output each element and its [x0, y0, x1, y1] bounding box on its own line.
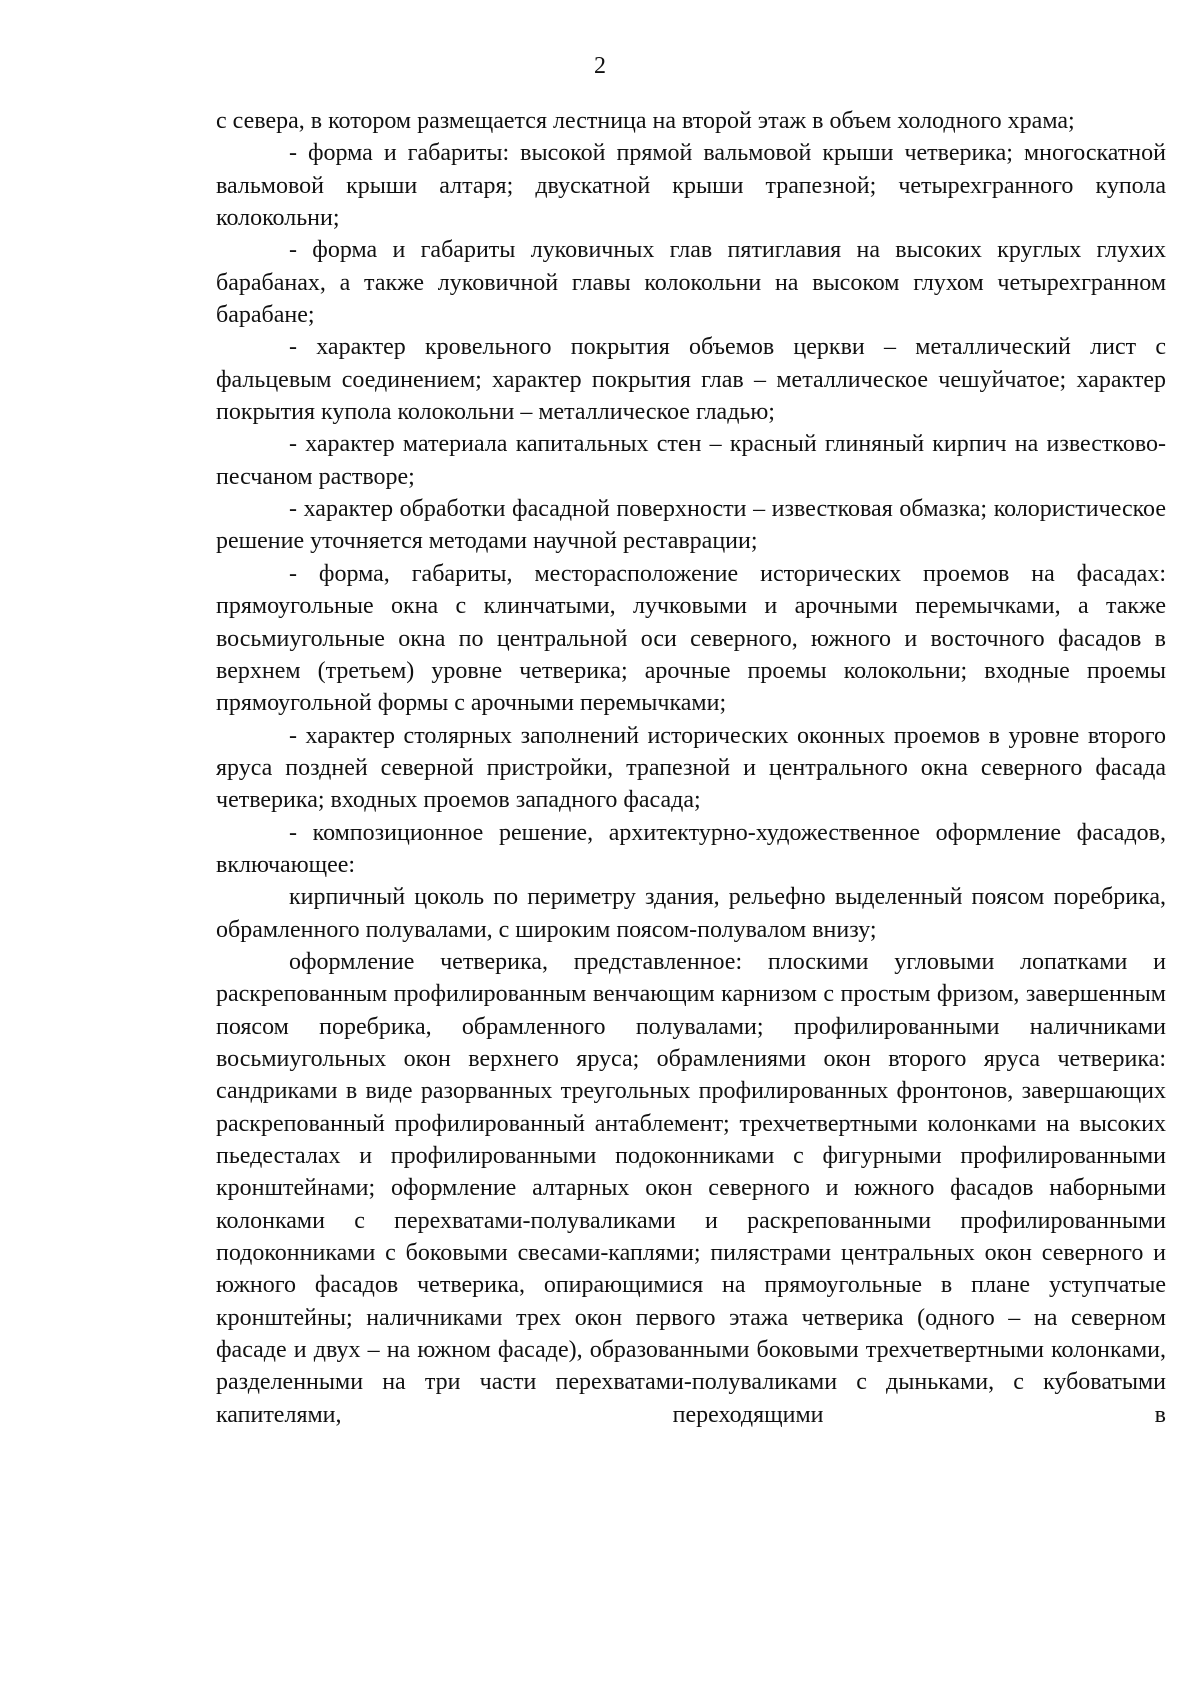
- paragraph-facade-finish: - характер обработки фасадной поверхности – известковая обмазка; колористическое решение уточняется методами научной реставрации;: [216, 496, 1166, 555]
- paragraph-chetverik-decoration: оформление четверика, представленное: плоскими угловыми лопатками и раскрепованным профилированным венчающим карнизом с простым фризом, завершенным поясом поребрика, обрамленного полувалами; профилированными наличниками восьмиугольных окон верхнего яруса; обрамлениями окон второго яруса четверика: сандриками в виде разорванных треугольных профилированных фронтонов, завершающих раскрепованный профилированный антаблемент; трехчетвертными колонками на высоких пьедесталах и профилированными подоконниками с фигурными профилированными кронштейнами; оформление алтарных окон северного и южного фасадов наборными колонками с перехватами-полуваликами и раскрепованными профилированными подоконниками с боковыми свесами-каплями; пилястрами центральных окон северного и южного фасадов четверика, опирающимися на прямоугольные в плане уступчатые кронштейны; наличниками трех окон первого этажа четверика (одного – на северном фасаде и двух – на южном фасаде), образованными боковыми трехчетвертными колонками, разделенными на три части перехватами-полуваликами с дыньками, с кубоватыми капителями, переходящими в: [216, 948, 1166, 1428]
- paragraph-roof-shape: - форма и габариты: высокой прямой вальмовой крыши четверика; многоскатной вальмовой крыши алтаря; двускатной крыши трапезной; четырехгранного купола колокольни;: [216, 140, 1166, 232]
- paragraph-domes: - форма и габариты луковичных глав пятиглавия на высоких круглых глухих барабанах, а также луковичной главы колокольни на высоком глухом четырехгранном барабане;: [216, 237, 1166, 329]
- paragraph-composition: - композиционное решение, архитектурно-художественное оформление фасадов, включающее:: [216, 819, 1166, 878]
- paragraph-continuation: с севера, в котором размещается лестница на второй этаж в объем холодного храма;: [216, 108, 1075, 134]
- page-number: 2: [594, 53, 606, 79]
- paragraph-joinery: - характер столярных заполнений исторических оконных проемов в уровне второго яруса поздней северной пристройки, трапезной и центрального окна северного фасада четверика; входных проемов западного фасада;: [216, 722, 1166, 814]
- paragraph-wall-material: - характер материала капитальных стен – красный глиняный кирпич на известково-песчаном растворе;: [216, 431, 1166, 490]
- document-body: [216, 105, 1166, 1431]
- paragraph-openings: - форма, габариты, месторасположение исторических проемов на фасадах: прямоугольные окна с клинчатыми, лучковыми и арочными перемычками, а также восьмиугольные окна по центральной оси северного, южного и восточного фасадов в верхнем (третьем) уровне четверика; арочные проемы колокольни; входные проемы прямоугольной формы с арочными перемычками;: [216, 560, 1166, 717]
- paragraph-roofing: - характер кровельного покрытия объемов церкви – металлический лист с фальцевым соединением; характер покрытия глав – металлическое чешуйчатое; характер покрытия купола колокольни – металлическое гладью;: [216, 334, 1166, 426]
- paragraph-plinth: кирпичный цоколь по периметру здания, рельефно выделенный поясом поребрика, обрамленного полувалами, с широким поясом-полувалом внизу;: [216, 884, 1166, 943]
